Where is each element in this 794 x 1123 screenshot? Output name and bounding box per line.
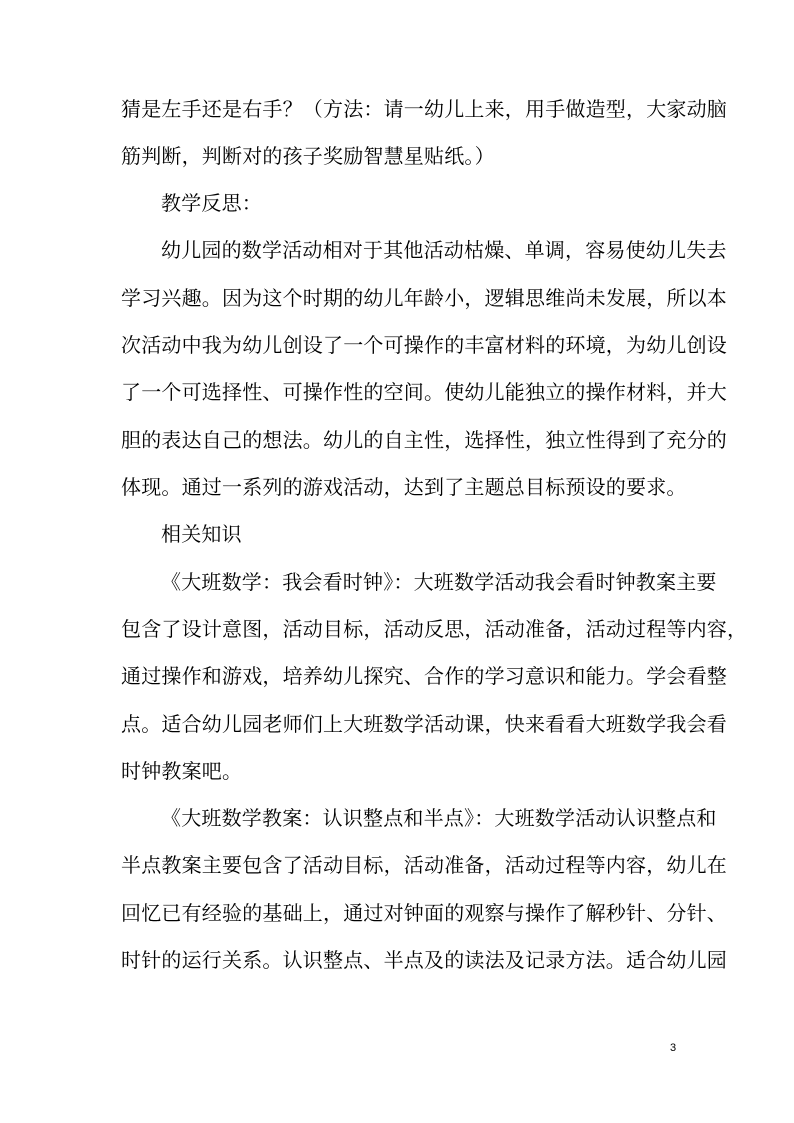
text-line: 体现。通过一系列的游戏活动，达到了主题总目标预设的要求。 <box>121 475 687 499</box>
page-number: 3 <box>670 1042 677 1054</box>
text-line: 时钟教案吧。 <box>121 759 243 783</box>
text-line: 了一个可选择性、可操作性的空间。使幼儿能独立的操作材料，并大 <box>121 380 727 404</box>
text-line: 包含了设计意图，活动目标，活动反思，活动准备，活动过程等内容， <box>121 617 748 641</box>
text-line: 点。适合幼儿园老师们上大班数学活动课，快来看看大班数学我会看 <box>121 712 727 736</box>
text-line: 猜是左手还是右手？（方法：请一幼儿上来，用手做造型，大家动脑 <box>121 97 727 121</box>
text-line: 筋判断，判断对的孩子奖励智慧星贴纸。） <box>121 144 495 168</box>
text-line: 学习兴趣。因为这个时期的幼儿年龄小，逻辑思维尚未发展，所以本 <box>121 286 727 310</box>
text-line: 《大班数学教案：认识整点和半点》：大班数学活动认识整点和 <box>161 806 717 830</box>
text-line: 时针的运行关系。认识整点、半点及的读法及记录方法。适合幼儿园 <box>121 948 727 972</box>
text-line: 胆的表达自己的想法。幼儿的自主性，选择性，独立性得到了充分的 <box>121 428 727 452</box>
section-heading: 相关知识 <box>161 522 242 546</box>
section-heading: 教学反思： <box>161 191 262 215</box>
text-line: 次活动中我为幼儿创设了一个可操作的丰富材料的环境，为幼儿创设 <box>121 333 727 357</box>
text-line: 回忆已有经验的基础上，通过对钟面的观察与操作了解秒针、分针、 <box>121 901 727 925</box>
text-line: 半点教案主要包含了活动目标，活动准备，活动过程等内容，幼儿在 <box>121 853 727 877</box>
text-line: 《大班数学：我会看时钟》：大班数学活动我会看时钟教案主要 <box>161 570 717 594</box>
text-line: 通过操作和游戏，培养幼儿探究、合作的学习意识和能力。学会看整 <box>121 664 727 688</box>
text-line: 幼儿园的数学活动相对于其他活动枯燥、单调，容易使幼儿失去 <box>161 238 727 262</box>
